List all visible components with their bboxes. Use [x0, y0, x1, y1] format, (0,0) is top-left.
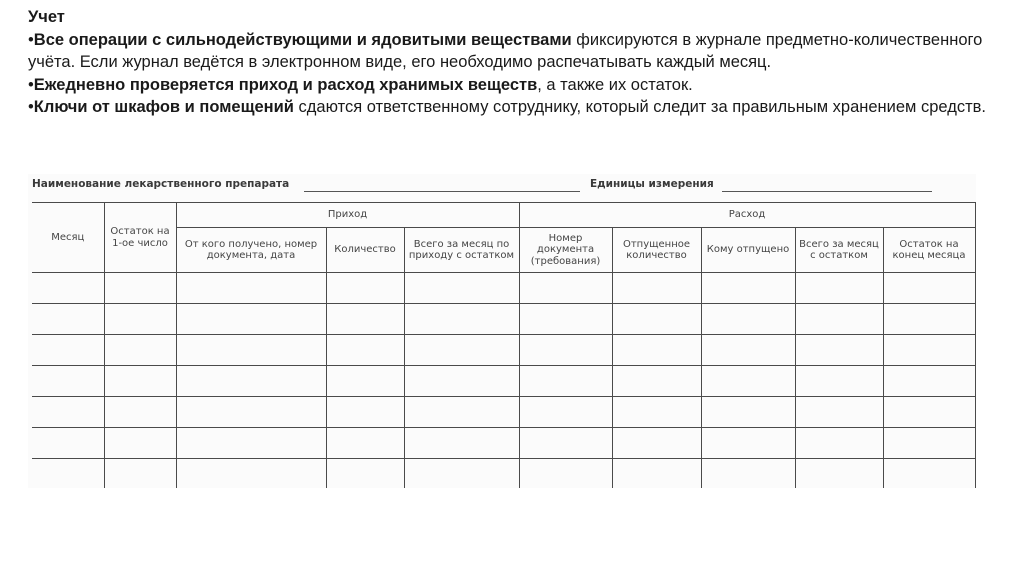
bullet-3: •Ключи от шкафов и помещений сдаются ответственному сотруднику, который следит за правильным хранением средств.: [28, 98, 987, 116]
ledger-form-image: [28, 174, 976, 488]
table-row: [32, 397, 975, 428]
group-income: Приход: [176, 203, 519, 228]
col-expense-quantity: Отпущенное количество: [612, 228, 701, 273]
col-expense-total: Всего за месяц с остатком: [795, 228, 883, 273]
units-line: [722, 191, 932, 192]
table-row: [32, 459, 975, 489]
slide-title: Учет: [28, 8, 65, 26]
table-row: [32, 428, 975, 459]
group-expense: Расход: [519, 203, 975, 228]
drug-name-line: [304, 191, 580, 192]
table-row: [32, 304, 975, 335]
units-label: Единицы измерения: [590, 178, 714, 190]
col-income-total: Всего за месяц по приходу с остатком: [404, 228, 519, 273]
col-opening-balance: Остаток на 1-ое число: [104, 203, 176, 273]
bullet-1: •Все операции с сильнодействующими и ядовитыми веществами фиксируются в журнале предметно-количественного учёта. Если журнал ведётся в электронном виде, его необходимо распечатывать каждый месяц.: [28, 30, 983, 71]
slide-text-block: [28, 6, 1003, 119]
drug-name-label: Наименование лекарственного препарата: [32, 178, 290, 190]
table-row: [32, 273, 975, 304]
col-expense-to-whom: Кому отпущено: [701, 228, 795, 273]
col-expense-doc: Номер документа (требования): [519, 228, 612, 273]
table-row: [32, 366, 975, 397]
col-income-from: От кого получено, номер документа, дата: [176, 228, 326, 273]
header-row-groups: [32, 203, 975, 228]
col-income-quantity: Количество: [326, 228, 404, 273]
col-closing-balance: Остаток на конец месяца: [883, 228, 975, 273]
form-header: [32, 178, 976, 194]
ledger-table: [32, 202, 976, 488]
table-row: [32, 335, 975, 366]
bullet-2: •Ежедневно проверяется приход и расход хранимых веществ, а также их остаток.: [28, 75, 693, 94]
col-month: Месяц: [32, 203, 104, 273]
